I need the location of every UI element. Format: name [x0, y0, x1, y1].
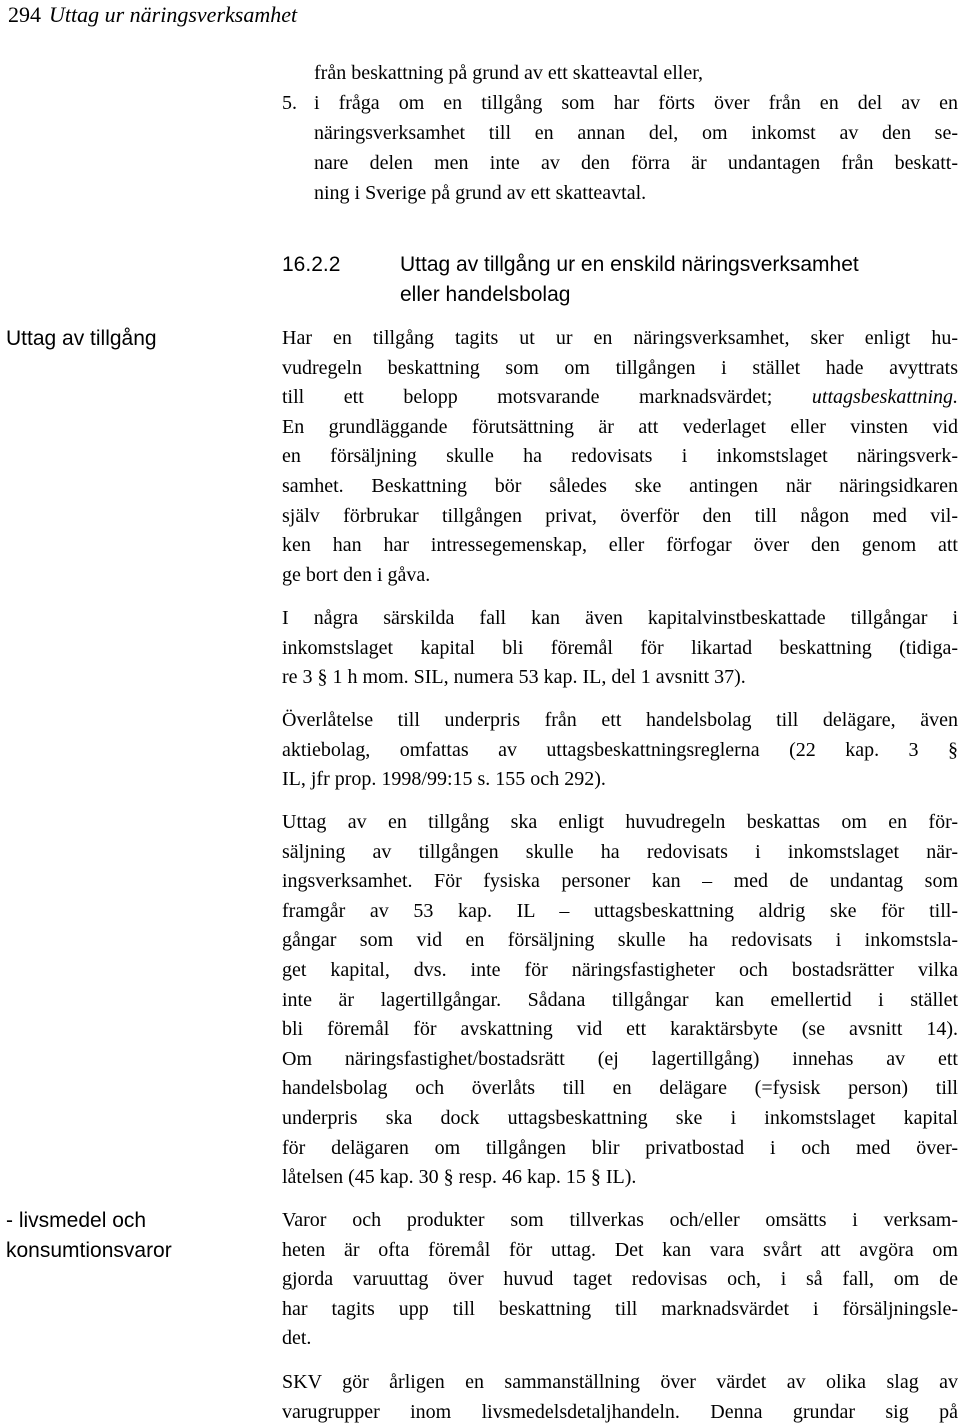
term-uttagsbeskattning: uttagsbeskattning.: [811, 386, 958, 409]
paragraph-line: ingsverksamhet. För fysiska personer kan – med de undantag som: [282, 870, 958, 893]
list-item-line: i fråga om en tillgång som har förts över från en del av en: [314, 92, 958, 114]
paragraph-6: [282, 1368, 958, 1427]
list-item-line: ning i Sverige på grund av ett skatteavtal.: [314, 182, 647, 204]
paragraph-line: SKV gör årligen en sammanställning över värdet av olika slag av: [282, 1371, 958, 1393]
paragraph-line: en försäljning skulle ha redovisats i inkomstslaget näringsverk-: [282, 445, 958, 468]
paragraph-line: gjorda varuuttag över huvud taget redovisas och, i så fall, om de: [282, 1268, 958, 1291]
paragraph-line: för delägaren om tillgången blir privatbostad i och med över-: [282, 1136, 958, 1159]
list-item-5: [282, 88, 958, 208]
paragraph-5: [282, 1206, 958, 1354]
section-heading: [282, 250, 958, 310]
paragraph-line: gångar som vid en försäljning skulle ha redovisats i inkomstsla-: [282, 929, 958, 952]
paragraph-line: har tagits upp till beskattning till marknadsvärdet i försäljningsle-: [282, 1297, 958, 1320]
running-header: [8, 2, 297, 28]
numbered-list: [282, 58, 958, 208]
paragraph-line: ge bort den i gåva.: [282, 563, 431, 586]
paragraph-line: [282, 383, 958, 413]
paragraph-line: vudregeln beskattning som om tillgången i stället hade avyttrats: [282, 356, 958, 379]
margin-note-line: - livsmedel och: [6, 1209, 147, 1232]
paragraph-line: Överlåtelse till underpris från ett handelsbolag till delägare, även: [282, 709, 958, 731]
paragraph-line: själv förbrukar tillgången privat, överför den till någon med vil-: [282, 504, 958, 527]
paragraph-line: låtelsen (45 kap. 30 § resp. 46 kap. 15 § IL).: [282, 1166, 637, 1189]
running-title: Uttag ur näringsverksamhet: [49, 2, 298, 27]
margin-note-livsmedel: [6, 1206, 266, 1266]
list-item-line: näringsverksamhet till en annan del, om inkomst av den se-: [314, 122, 958, 144]
section-number: 16.2.2: [282, 253, 341, 276]
page-number: 294: [8, 2, 41, 27]
paragraph-text: till ett belopp motsvarande marknadsvärdet;: [282, 386, 812, 409]
paragraph-line: ken han har intressegemenskap, eller förfogar över den genom att: [282, 534, 958, 557]
paragraph-line: handelsbolag och överlåts till en delägare (=fysisk person) till: [282, 1077, 958, 1100]
section-title-line: Uttag av tillgång ur en enskild näringsverksamhet: [400, 253, 859, 276]
paragraph-line: Uttag av en tillgång ska enligt huvudregeln beskattas om en för-: [282, 811, 958, 833]
paragraph-line: säljning av tillgången skulle ha redovisats i inkomstslaget när-: [282, 840, 958, 863]
paragraph-3: [282, 706, 958, 795]
section-title-line: eller handelsbolag: [400, 283, 571, 306]
paragraph-line: get kapital, dvs. inte för näringsfastigheter och bostadsrätter vilka: [282, 958, 958, 981]
paragraph-1: [282, 324, 958, 590]
margin-note-uttag: Uttag av tillgång: [6, 327, 157, 350]
list-item-number: 5.: [282, 92, 297, 114]
paragraph-4: [282, 808, 958, 1193]
paragraph-line: I några särskilda fall kan även kapitalvinstbeskattade tillgångar i: [282, 607, 958, 629]
paragraph-line: inte är lagertillgångar. Sådana tillgångar kan emellertid i stället: [282, 988, 958, 1011]
list-item-continuation: från beskattning på grund av ett skatteavtal eller,: [314, 62, 704, 84]
paragraph-line: Varor och produkter som tillverkas och/eller omsätts i verksam-: [282, 1209, 958, 1231]
paragraph-line: inkomstslaget kapital bli föremål för likartad beskattning (tidiga-: [282, 636, 958, 659]
paragraph-line: aktiebolag, omfattas av uttagsbeskattningsreglerna (22 kap. 3 §: [282, 738, 958, 761]
paragraph-line: samhet. Beskattning bör således ske antingen när näringsidkaren: [282, 474, 958, 497]
paragraph-line: Om näringsfastighet/bostadsrätt (ej lagertillgång) innehas av ett: [282, 1047, 958, 1070]
section-title: [400, 250, 960, 310]
paragraph-line: re 3 § 1 h mom. SIL, numera 53 kap. IL, del 1 avsnitt 37).: [282, 666, 746, 689]
paragraph-2: [282, 604, 958, 693]
paragraph-line: det.: [282, 1327, 312, 1350]
paragraph-line: bli föremål för avskattning vid ett karaktärsbyte (se avsnitt 14).: [282, 1018, 958, 1041]
paragraph-line: En grundläggande förutsättning är att vederlaget eller vinsten vid: [282, 415, 958, 438]
list-item-line: nare delen men inte av den förra är undantagen från beskatt-: [314, 152, 958, 174]
paragraph-line: varugrupper inom livsmedelsdetaljhandeln. Denna grundar sig på: [282, 1400, 958, 1423]
paragraph-line: IL, jfr prop. 1998/99:15 s. 155 och 292).: [282, 768, 606, 791]
paragraph-line: framgår av 53 kap. IL – uttagsbeskattning aldrig ske för till-: [282, 899, 958, 922]
paragraph-line: underpris ska dock uttagsbeskattning ske i inkomstslaget kapital: [282, 1106, 958, 1129]
margin-note-line: konsumtionsvaror: [6, 1239, 172, 1262]
paragraph-line: heten är ofta föremål för uttag. Det kan vara svårt att avgöra om: [282, 1238, 958, 1261]
paragraph-line: Har en tillgång tagits ut ur en näringsverksamhet, sker enligt hu-: [282, 327, 958, 349]
